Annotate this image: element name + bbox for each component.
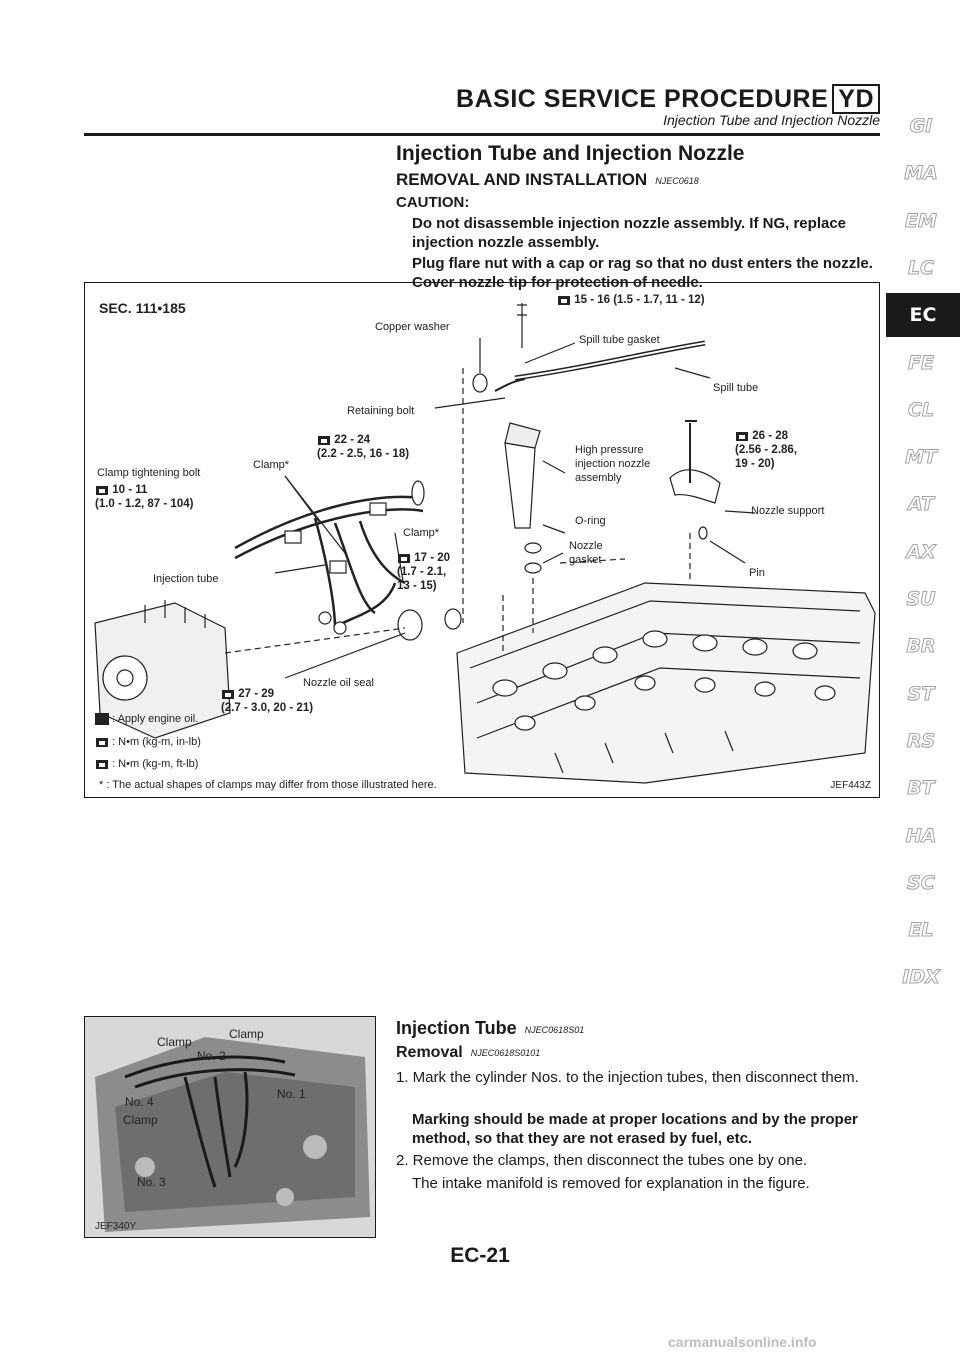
photo-label-clamp-a: Clamp <box>157 1035 192 1049</box>
legend-nm-ft-lb: : N•m (kg-m, ft-lb) <box>95 757 198 771</box>
torque-spec-3: 10 - 11 (1.0 - 1.2, 87 - 104) <box>95 484 194 511</box>
tab-cl[interactable]: CL <box>907 398 935 421</box>
tab-em[interactable]: EM <box>905 209 937 232</box>
torque-icon <box>557 293 571 307</box>
torque-icon <box>95 735 109 749</box>
label-nozzle-gasket: Nozzle gasket <box>569 540 603 566</box>
torque-icon <box>397 551 411 565</box>
legend-engine-oil: : Apply engine oil. <box>95 713 198 725</box>
removal-code: NJEC0618S0101 <box>470 1048 541 1058</box>
section-title: Injection Tube and Injection Nozzle <box>396 142 745 165</box>
label-clamp-2: Clamp* <box>403 527 440 539</box>
torque-spec-5: 17 - 20 (1.7 - 2.1, 13 - 15) <box>397 552 451 593</box>
torque-spec-2: 22 - 24 (2.2 - 2.5, 16 - 18) <box>317 434 410 461</box>
tab-su[interactable]: SU <box>906 588 936 610</box>
label-spill-tube-gasket: Spill tube gasket <box>579 334 660 346</box>
tab-ma[interactable]: MA <box>904 162 938 185</box>
torque-icon <box>95 757 109 771</box>
removal-heading: Removal NJEC0618S0101 <box>396 1044 541 1061</box>
caution-label: CAUTION: <box>396 194 470 211</box>
tab-fe[interactable]: FE <box>908 351 934 374</box>
exploded-diagram-art <box>85 283 879 797</box>
step-1-note: Marking should be made at proper locations and by the proper method, so that they are not erased by fuel, etc. <box>412 1111 858 1147</box>
heading-code: NJEC0618S01 <box>524 1025 585 1035</box>
tab-ha[interactable]: HA <box>905 824 937 847</box>
page-header-title <box>0 84 880 114</box>
label-clamp-tightening-bolt: Clamp tightening bolt <box>97 467 201 479</box>
caution-text-1: Do not disassemble injection nozzle assembly. If NG, replace injection nozzle assembly. <box>412 215 847 251</box>
engine-photo-art <box>85 1017 375 1237</box>
tab-bt[interactable]: BT <box>907 777 935 800</box>
injection-tube-heading: Injection Tube NJEC0618S01 <box>396 1018 585 1038</box>
tab-ec[interactable]: EC <box>886 293 960 337</box>
tab-st[interactable]: ST <box>907 682 935 705</box>
injection-tube-photo <box>84 1016 376 1238</box>
photo-label-no2: No. 2 <box>197 1049 226 1063</box>
tab-idx[interactable]: IDX <box>902 966 940 989</box>
label-clamp-1: Clamp* <box>253 459 290 471</box>
label-nozzle-support: Nozzle support <box>751 505 825 517</box>
label-copper-washer: Copper washer <box>375 321 450 333</box>
step-2: 2. Remove the clamps, then disconnect the tubes one by one. <box>396 1152 808 1169</box>
label-nozzle-oil-seal: Nozzle oil seal <box>303 677 374 689</box>
page-number: EC-21 <box>450 1244 510 1267</box>
photo-label-clamp-c: Clamp <box>123 1113 158 1127</box>
tab-at[interactable]: AT <box>908 493 934 516</box>
page-header-subtitle: Injection Tube and Injection Nozzle <box>663 112 880 128</box>
tab-gi[interactable]: GI <box>909 115 933 137</box>
engine-badge: YD <box>832 84 880 114</box>
photo-label-clamp-b: Clamp <box>229 1027 264 1041</box>
label-retaining-bolt: Retaining bolt <box>347 405 415 417</box>
asterisk-icon: * <box>99 779 104 791</box>
photo-label-no4: No. 4 <box>125 1095 154 1109</box>
tab-rs[interactable]: RS <box>906 729 936 752</box>
torque-spec-6: 27 - 29 (2.7 - 3.0, 20 - 21) <box>221 688 314 715</box>
photo-label-no1: No. 1 <box>277 1087 306 1101</box>
torque-spec-4: 26 - 28 (2.56 - 2.86, 19 - 20) <box>735 430 798 471</box>
photo-label-no3: No. 3 <box>137 1175 166 1189</box>
tab-br[interactable]: BR <box>906 635 936 658</box>
caution-text-2: Plug flare nut with a cap or rag so that no dust enters the nozzle. Cover nozzle tip for protection of needle. <box>412 255 873 291</box>
photo-id: JEF340Y <box>95 1221 137 1232</box>
tab-mt[interactable]: MT <box>905 446 937 469</box>
label-o-ring: O-ring <box>575 515 606 527</box>
tab-sc[interactable]: SC <box>907 871 935 894</box>
step-2-note: The intake manifold is removed for explanation in the figure. <box>412 1175 810 1192</box>
torque-icon <box>221 687 235 701</box>
watermark: carmanualsonline.info <box>668 1334 817 1350</box>
exploded-diagram <box>84 282 880 798</box>
label-pin: Pin <box>749 567 765 579</box>
legend-clamp-note: * : The actual shapes of clamps may differ from those illustrated here. <box>99 779 437 791</box>
torque-spec-1: 15 - 16 (1.5 - 1.7, 11 - 12) <box>557 293 705 307</box>
tab-lc[interactable]: LC <box>907 256 935 279</box>
legend-nm-in-lb: : N•m (kg-m, in-lb) <box>95 735 201 749</box>
step-1: 1. Mark the cylinder Nos. to the injection tubes, then disconnect them. <box>396 1069 859 1086</box>
header-rule <box>84 133 880 136</box>
torque-icon <box>95 483 109 497</box>
torque-icon <box>317 433 331 447</box>
label-injection-tube: Injection tube <box>153 573 219 585</box>
label-spill-tube: Spill tube <box>713 382 759 394</box>
tab-el[interactable]: EL <box>908 919 934 942</box>
section-reference: SEC. 111•185 <box>99 300 186 316</box>
tab-ax[interactable]: AX <box>906 540 936 563</box>
subtitle-code: NJEC0618 <box>655 176 699 186</box>
section-subtitle <box>396 170 699 190</box>
torque-icon <box>735 429 749 443</box>
header-title-text: BASIC SERVICE PROCEDURE <box>456 85 829 113</box>
subtitle-text: REMOVAL AND INSTALLATION <box>396 170 648 189</box>
oil-can-icon <box>95 713 109 725</box>
figure-id: JEF443Z <box>830 780 871 791</box>
label-high-pressure-nozzle: High pressure injection nozzle assembly <box>575 444 651 484</box>
